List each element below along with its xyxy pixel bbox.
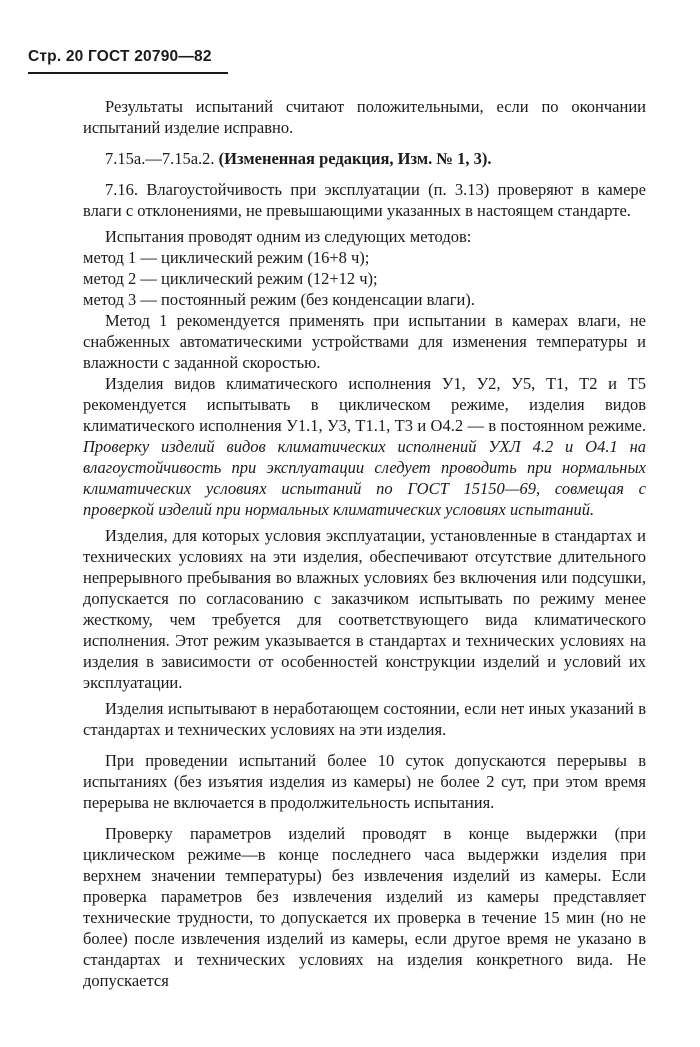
method-1: метод 1 — циклический режим (16+8 ч); bbox=[83, 248, 370, 267]
climatic-versions-italic: Проверку изделий видов климатических исполнений УХЛ 4.2 и О4.1 на влагоустойчивость при эксплуатации следует проводить при нормальных климатических условиях испытаний по ГОСТ 15150—69, совмещая с проверкой изделий при нормальных климатических условиях испытаний. bbox=[83, 437, 646, 519]
paragraph-parameter-check: Проверку параметров изделий проводят в конце выдержки (при циклическом режиме—в конце последнего часа выдержки изделия при верхнем значении температуры) без извлечения изделий из камеры. Если проверка параметров без извлечения изделий из камеры представляет технические трудности, то допускается их проверка в течение 15 мин (но не более) после извлечения изделий из камеры, если другое время не указано в стандартах и технических условиях на изделия конкретного вида. Не допускается bbox=[83, 824, 646, 990]
paragraph-mild-mode: Изделия, для которых условия эксплуатации, установленные в стандартах и технических условиях на эти изделия, обеспечивают отсутствие длительного непрерывного пребывания во влажных условиях без включения или подсушки, допускается по согласованию с заказчиком испытывать по режиму менее жесткому, чем требуется для соответствующего вида климатического исполнения. Этот режим указывается в стандартах и технических условиях на изделия в зависимости от особенностей конструкции изделий и условий их эксплуатации. bbox=[83, 526, 646, 692]
paragraph-non-operating: Изделия испытывают в неработающем состоянии, если нет иных указаний в стандартах и технических условиях на эти изделия. bbox=[83, 699, 646, 739]
paragraph-breaks: При проведении испытаний более 10 суток допускаются перерывы в испытаниях (без изъятия изделия из камеры) не более 2 сут, при этом время перерыва не включается в продолжительность испытания. bbox=[83, 751, 646, 812]
clause-range: 7.15а.—7.15а.2. bbox=[105, 149, 215, 168]
paragraph-climatic-versions bbox=[83, 373, 646, 520]
paragraph-method-1-recommendation: Метод 1 рекомендуется применять при испытании в камерах влаги, не снабженных автоматическими устройствами для изменения температуры и влажности с заданной скоростью. bbox=[83, 311, 646, 372]
paragraph-amended bbox=[83, 148, 646, 169]
document-body bbox=[83, 96, 646, 991]
header-rule bbox=[28, 72, 228, 74]
method-3: метод 3 — постоянный режим (без конденсации влаги). bbox=[83, 290, 475, 309]
method-2: метод 2 — циклический режим (12+12 ч); bbox=[83, 269, 378, 288]
paragraph-results: Результаты испытаний считают положительными, если по окончании испытаний изделие исправно. bbox=[83, 97, 646, 137]
page-header: Стр. 20 ГОСТ 20790—82 bbox=[28, 48, 212, 65]
amendment-note: (Измененная редакция, Изм. № 1, 3). bbox=[218, 149, 492, 168]
climatic-versions-main: Изделия видов климатического исполнения У1, У2, У5, Т1, Т2 и Т5 рекомендуется испытывать в циклическом режиме, изделия видов климатического исполнения У1.1, У3, Т1.1, Т3 и О4.2 — в постоянном режиме. bbox=[83, 374, 646, 435]
paragraph-7-16: 7.16. Влагоустойчивость при эксплуатации (п. 3.13) проверяют в камере влаги с отклонениями, не превышающими указанных в настоящем стандарте. bbox=[83, 180, 646, 220]
paragraph-methods-intro: Испытания проводят одним из следующих методов: bbox=[105, 227, 472, 246]
